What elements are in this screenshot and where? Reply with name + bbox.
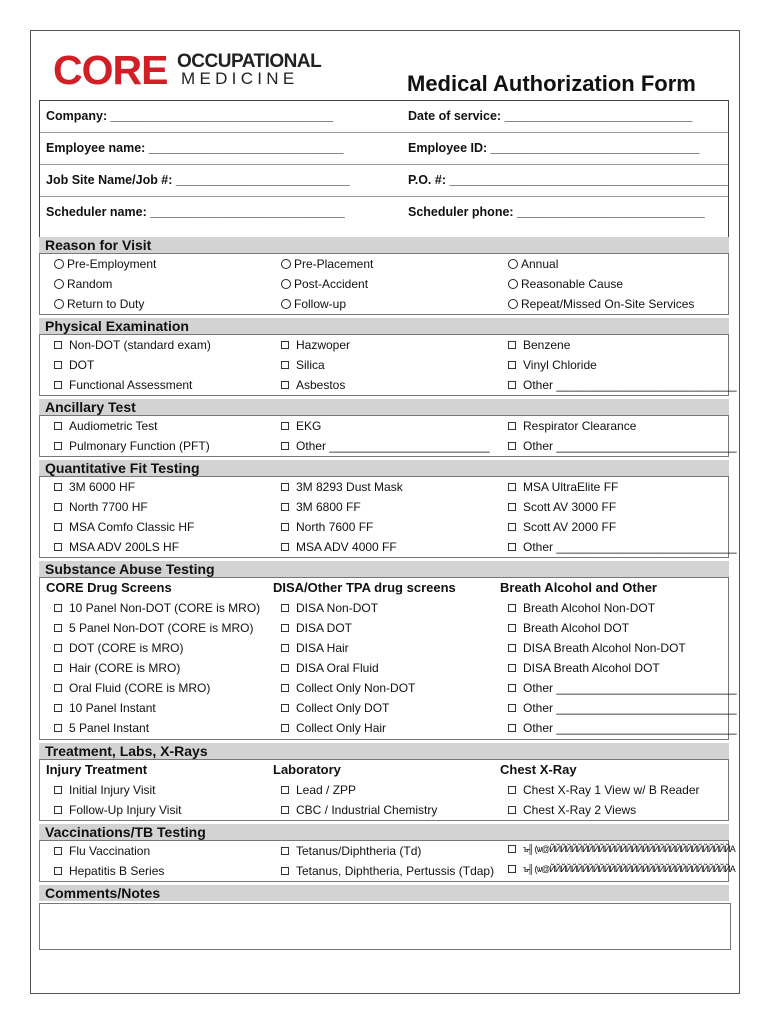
reason-for-visit-header: Reason for Visit (39, 237, 729, 253)
checkbox-icon (508, 422, 516, 430)
checkbox-icon (281, 422, 289, 430)
checkbox-icon (508, 341, 516, 349)
checkbox-item[interactable] (508, 661, 660, 675)
checkbox-icon (54, 543, 62, 551)
option-label: DOT (CORE is MRO) (69, 641, 184, 655)
checkbox-item[interactable] (508, 621, 629, 635)
option-label: DISA DOT (296, 621, 353, 635)
checkbox-icon (54, 724, 62, 732)
checkbox-item[interactable] (281, 419, 321, 433)
checkbox-item[interactable] (508, 358, 597, 372)
breath-alcohol-heading: Breath Alcohol and Other (500, 580, 657, 595)
company-field[interactable]: Company: ________________________________ (46, 109, 334, 123)
option-label: North 7600 FF (296, 520, 374, 534)
checkbox-item[interactable] (508, 378, 737, 392)
checkbox-item[interactable] (508, 500, 616, 514)
option-label: Other ___________________________ (523, 721, 737, 735)
checkbox-item[interactable] (508, 540, 737, 554)
checkbox-item[interactable] (281, 681, 415, 695)
checkbox-icon (54, 624, 62, 632)
info-row (40, 165, 728, 197)
option-label: Non-DOT (standard exam) (69, 338, 211, 352)
checkbox-icon (281, 361, 289, 369)
checkbox-icon (281, 867, 289, 875)
option-label: 3M 6800 FF (296, 500, 361, 514)
checkbox-icon (54, 704, 62, 712)
option-label: Pulmonary Function (PFT) (69, 439, 210, 453)
radio-return-to-duty[interactable] (54, 297, 144, 311)
radio-icon (54, 279, 64, 289)
checkbox-icon (54, 847, 62, 855)
option-label: Breath Alcohol DOT (523, 621, 630, 635)
checkbox-item[interactable] (54, 419, 157, 433)
checkbox-item[interactable] (508, 721, 737, 735)
option-label: Hazwoper (296, 338, 351, 352)
radio-annual[interactable] (508, 257, 558, 271)
checkbox-icon (508, 381, 516, 389)
checkbox-item[interactable] (54, 439, 210, 453)
checkbox-icon (281, 644, 289, 652)
radio-repeat-missed[interactable] (508, 297, 694, 311)
checkbox-icon (508, 644, 516, 652)
employee-id-field[interactable]: Employee ID: ______________________________ (408, 141, 700, 155)
checkbox-item[interactable] (54, 601, 260, 615)
checkbox-icon (54, 644, 62, 652)
option-label: MSA UltraElite FF (523, 480, 619, 494)
radio-reasonable-cause[interactable] (508, 277, 623, 291)
checkbox-icon (281, 442, 289, 450)
logo-medicine-text: MEDICINE (181, 69, 299, 88)
checkbox-item[interactable] (281, 661, 379, 675)
checkbox-item[interactable] (54, 864, 164, 878)
radio-pre-placement[interactable] (281, 257, 373, 271)
option-label: Lead / ZPP (296, 783, 357, 797)
option-label: Respirator Clearance (523, 419, 637, 433)
option-label: Scott AV 3000 FF (523, 500, 617, 514)
checkbox-icon (281, 523, 289, 531)
vaccinations-header: Vaccinations/TB Testing (39, 824, 729, 840)
checkbox-icon (281, 341, 289, 349)
checkbox-icon (54, 341, 62, 349)
option-label: Other ________________________ (296, 439, 490, 453)
checkbox-icon (54, 664, 62, 672)
checkbox-icon (54, 806, 62, 814)
checkbox-item[interactable] (281, 803, 437, 817)
checkbox-icon (508, 361, 516, 369)
option-label: DISA Hair (296, 641, 349, 655)
option-label: Other ___________________________ (523, 540, 737, 554)
checkbox-item[interactable] (508, 601, 655, 615)
checkbox-icon (54, 483, 62, 491)
radio-random[interactable] (54, 277, 112, 291)
date-of-service-field[interactable]: Date of service: ___________________________ (408, 109, 693, 123)
checkbox-icon (508, 664, 516, 672)
option-label: Follow-Up Injury Visit (69, 803, 182, 817)
checkbox-icon (54, 604, 62, 612)
checkbox-item[interactable] (281, 520, 373, 534)
checkbox-item[interactable] (508, 480, 618, 494)
disa-drug-screens-heading: DISA/Other TPA drug screens (273, 580, 456, 595)
laboratory-heading: Laboratory (273, 762, 341, 777)
checkbox-icon (54, 786, 62, 794)
checkbox-icon (508, 442, 516, 450)
option-label: Pre-Placement (294, 257, 374, 271)
option-label: Oral Fluid (CORE is MRO) (69, 681, 211, 695)
ancillary-test-header: Ancillary Test (39, 399, 729, 415)
checkbox-item[interactable] (508, 701, 737, 715)
checkbox-icon (281, 381, 289, 389)
checkbox-item[interactable] (54, 480, 135, 494)
checkbox-icon (508, 503, 516, 511)
form-title: Medical Authorization Form (407, 71, 696, 96)
checkbox-icon (54, 684, 62, 692)
option-label: Repeat/Missed On-Site Services (521, 297, 695, 311)
ancillary-test-section (39, 415, 737, 457)
vaccinations-section (39, 840, 735, 882)
form-page (30, 30, 740, 994)
physical-exam-header: Physical Examination (39, 318, 729, 334)
checkbox-icon (508, 865, 516, 873)
checkbox-item[interactable] (508, 681, 737, 695)
option-label: CBC / Industrial Chemistry (296, 803, 438, 817)
checkbox-item[interactable] (54, 540, 179, 554)
option-label: ъ╢ (ѡ@ЙЙЙЙЙЙЙЙЙЙЙЙЙЙЙЙЙЙЙЙЙЙЙЙЙЙЙЙЙЙЙЙЙA (523, 844, 735, 854)
option-label: Follow-up (294, 297, 347, 311)
checkbox-icon (508, 604, 516, 612)
checkbox-icon (54, 867, 62, 875)
checkbox-item[interactable] (508, 439, 737, 453)
option-label: Random (67, 277, 113, 291)
substance-abuse-section (39, 577, 737, 740)
checkbox-item[interactable] (281, 721, 386, 735)
info-row (40, 133, 728, 165)
injury-treatment-heading: Injury Treatment (46, 762, 148, 777)
radio-pre-employment[interactable] (54, 257, 156, 271)
logo-core-text: CORE (53, 47, 168, 93)
option-label: Asbestos (296, 378, 346, 392)
option-label: Scott AV 2000 FF (523, 520, 617, 534)
core-drug-screens-heading: CORE Drug Screens (46, 580, 172, 595)
checkbox-icon (281, 724, 289, 732)
option-label: Hair (CORE is MRO) (69, 661, 181, 675)
option-label: MSA ADV 200LS HF (69, 540, 180, 554)
option-label: 5 Panel Non-DOT (CORE is MRO) (69, 621, 254, 635)
checkbox-icon (54, 523, 62, 531)
checkbox-item[interactable] (281, 621, 352, 635)
checkbox-item[interactable] (54, 641, 183, 655)
checkbox-icon (54, 442, 62, 450)
checkbox-item[interactable] (508, 864, 735, 874)
option-label: Return to Duty (67, 297, 145, 311)
checkbox-icon (508, 483, 516, 491)
checkbox-item[interactable] (508, 783, 700, 797)
comments-header: Comments/Notes (39, 885, 729, 901)
substance-abuse-header: Substance Abuse Testing (39, 561, 729, 577)
radio-icon (508, 299, 518, 309)
checkbox-icon (281, 543, 289, 551)
option-label: DISA Non-DOT (296, 601, 379, 615)
option-label: 3M 6000 HF (69, 480, 136, 494)
option-label: DISA Breath Alcohol Non-DOT (523, 641, 686, 655)
checkbox-item[interactable] (508, 419, 636, 433)
checkbox-item[interactable] (281, 701, 389, 715)
option-label: MSA Comfo Classic HF (69, 520, 195, 534)
checkbox-item[interactable] (281, 358, 325, 372)
option-label: Collect Only Hair (296, 721, 387, 735)
option-label: Collect Only Non-DOT (296, 681, 416, 695)
checkbox-icon (281, 806, 289, 814)
employee-name-field[interactable]: Employee name: ____________________________ (46, 141, 344, 155)
reason-for-visit-section (39, 253, 729, 315)
checkbox-item[interactable] (54, 721, 149, 735)
checkbox-item[interactable] (281, 439, 490, 453)
option-label: Post-Accident (294, 277, 369, 291)
option-label: Other ___________________________ (523, 681, 737, 695)
checkbox-icon (54, 422, 62, 430)
option-label: EKG (296, 419, 322, 433)
checkbox-icon (508, 724, 516, 732)
radio-icon (281, 299, 291, 309)
job-site-field[interactable]: Job Site Name/Job #: _________________________ (46, 173, 350, 187)
fit-testing-section (39, 476, 737, 558)
checkbox-icon (508, 806, 516, 814)
checkbox-icon (54, 361, 62, 369)
checkbox-item[interactable] (54, 378, 192, 392)
checkbox-item[interactable] (54, 783, 155, 797)
checkbox-icon (281, 503, 289, 511)
option-label: Other ___________________________ (523, 439, 737, 453)
checkbox-item[interactable] (281, 540, 397, 554)
treatment-section (39, 759, 729, 821)
radio-icon (281, 259, 291, 269)
checkbox-item[interactable] (281, 844, 421, 858)
option-label: Audiometric Test (69, 419, 158, 433)
option-label: Vinyl Chloride (523, 358, 597, 372)
checkbox-icon (281, 483, 289, 491)
checkbox-icon (508, 845, 516, 853)
option-label: Chest X-Ray 1 View w/ B Reader (523, 783, 700, 797)
option-label: Other ___________________________ (523, 701, 737, 715)
checkbox-item[interactable] (54, 520, 194, 534)
checkbox-icon (508, 704, 516, 712)
checkbox-icon (281, 684, 289, 692)
po-number-field[interactable]: P.O. #: ________________________________________ (408, 173, 728, 187)
checkbox-icon (281, 624, 289, 632)
option-label: Annual (521, 257, 559, 271)
option-label: 3M 8293 Dust Mask (296, 480, 403, 494)
physical-exam-section (39, 334, 737, 396)
checkbox-item[interactable] (508, 520, 616, 534)
checkbox-icon (508, 523, 516, 531)
radio-icon (281, 279, 291, 289)
checkbox-icon (281, 847, 289, 855)
chest-xray-heading: Chest X-Ray (500, 762, 577, 777)
checkbox-item[interactable] (54, 803, 181, 817)
logo-occupational-text: OCCUPATIONAL (177, 51, 322, 72)
option-label: Flu Vaccination (69, 844, 151, 858)
checkbox-icon (54, 503, 62, 511)
radio-icon (54, 259, 64, 269)
option-label: Hepatitis B Series (69, 864, 165, 878)
checkbox-item[interactable] (54, 661, 180, 675)
option-label: Breath Alcohol Non-DOT (523, 601, 656, 615)
option-label: DISA Breath Alcohol DOT (523, 661, 660, 675)
option-label: 5 Panel Instant (69, 721, 150, 735)
option-label: ъ╢ (ѡ@ЙЙЙЙЙЙЙЙЙЙЙЙЙЙЙЙЙЙЙЙЙЙЙЙЙЙЙЙЙЙЙЙЙA (523, 864, 735, 874)
checkbox-icon (508, 786, 516, 794)
checkbox-icon (54, 381, 62, 389)
option-label: MSA ADV 4000 FF (296, 540, 397, 554)
checkbox-icon (281, 604, 289, 612)
checkbox-item[interactable] (281, 783, 356, 797)
scheduler-phone-field[interactable]: Scheduler phone: ___________________________ (408, 205, 705, 219)
checkbox-item[interactable] (281, 480, 403, 494)
comments-textarea[interactable] (39, 903, 731, 950)
option-label: Tetanus/Diphtheria (Td) (296, 844, 422, 858)
fit-testing-header: Quantitative Fit Testing (39, 460, 729, 476)
option-label: Collect Only DOT (296, 701, 390, 715)
option-label: Tetanus, Diphtheria, Pertussis (Tdap) (296, 864, 495, 878)
radio-icon (508, 279, 518, 289)
option-label: Initial Injury Visit (69, 783, 156, 797)
radio-icon (54, 299, 64, 309)
option-label: Chest X-Ray 2 Views (523, 803, 637, 817)
option-label: Other ___________________________ (523, 378, 737, 392)
checkbox-item[interactable] (508, 338, 570, 352)
checkbox-item[interactable] (281, 500, 361, 514)
option-label: 10 Panel Non-DOT (CORE is MRO) (69, 601, 261, 615)
checkbox-item[interactable] (54, 338, 211, 352)
checkbox-item[interactable] (54, 358, 94, 372)
checkbox-item[interactable] (54, 844, 150, 858)
checkbox-icon (281, 664, 289, 672)
option-label: DOT (69, 358, 95, 372)
checkbox-item[interactable] (54, 621, 253, 635)
checkbox-item[interactable] (54, 701, 156, 715)
option-label: North 7700 HF (69, 500, 148, 514)
checkbox-item[interactable] (281, 864, 494, 878)
checkbox-item[interactable] (281, 338, 350, 352)
radio-follow-up[interactable] (281, 297, 346, 311)
checkbox-item[interactable] (508, 803, 636, 817)
radio-post-accident[interactable] (281, 277, 368, 291)
checkbox-icon (281, 704, 289, 712)
checkbox-icon (281, 786, 289, 794)
checkbox-icon (508, 624, 516, 632)
checkbox-item[interactable] (54, 681, 210, 695)
treatment-header: Treatment, Labs, X-Rays (39, 743, 729, 759)
checkbox-icon (508, 684, 516, 692)
checkbox-icon (508, 543, 516, 551)
checkbox-item[interactable] (281, 378, 345, 392)
option-label: Pre-Employment (67, 257, 157, 271)
employee-info-box (39, 100, 729, 252)
option-label: Benzene (523, 338, 571, 352)
checkbox-item[interactable] (508, 844, 735, 854)
info-row (40, 101, 728, 133)
option-label: 10 Panel Instant (69, 701, 156, 715)
scheduler-name-field[interactable]: Scheduler name: ____________________________ (46, 205, 345, 219)
info-row (40, 197, 728, 229)
option-label: Reasonable Cause (521, 277, 624, 291)
option-label: Silica (296, 358, 325, 372)
checkbox-item[interactable] (281, 641, 349, 655)
option-label: DISA Oral Fluid (296, 661, 379, 675)
option-label: Functional Assessment (69, 378, 193, 392)
checkbox-item[interactable] (54, 500, 148, 514)
checkbox-item[interactable] (281, 601, 378, 615)
checkbox-item[interactable] (508, 641, 686, 655)
radio-icon (508, 259, 518, 269)
